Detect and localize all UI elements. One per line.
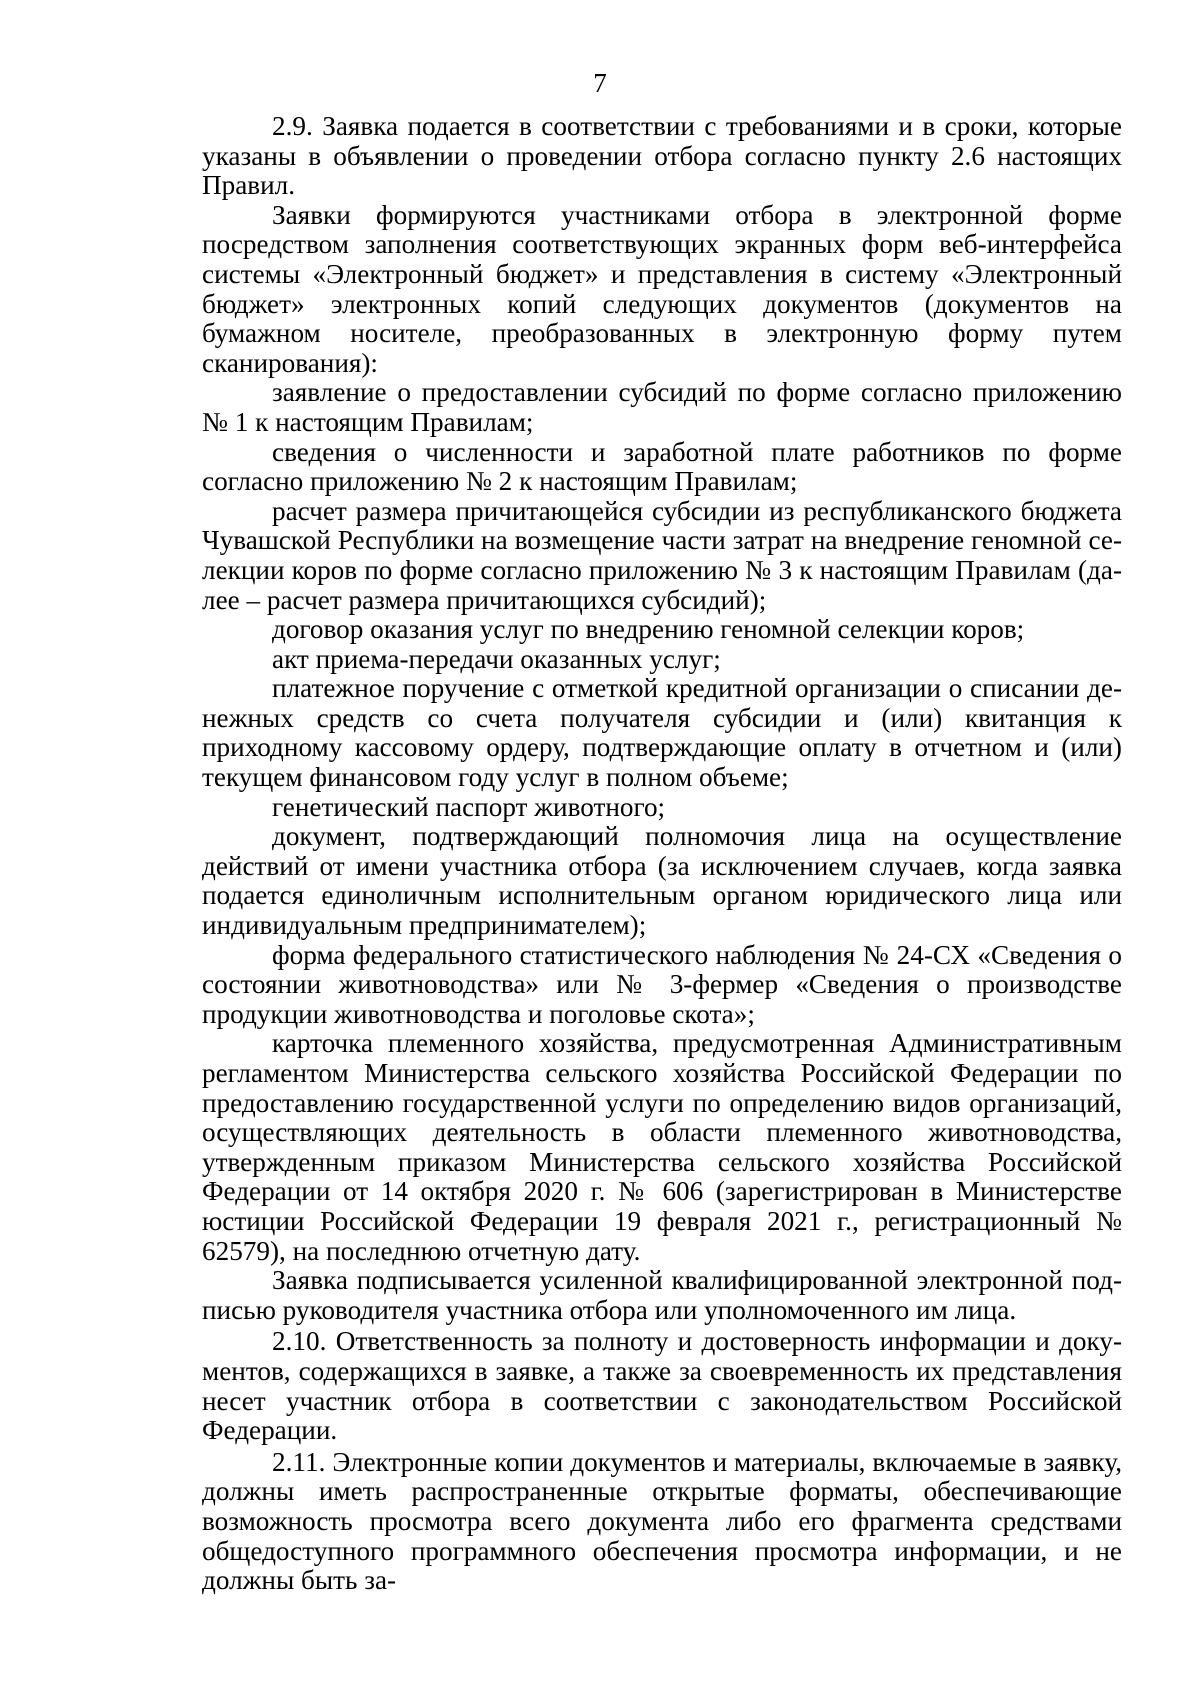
list-item-payment-order: платежное поручение с отметкой кредитной организации о списании денежных средств со счета получателя субсидии и (или) квитанция к приходному кассовому ордеру, подтверждающие оплату в отчетном и (или) текущем финансовом году услуг в полном объеме; [202, 673, 1122, 793]
paragraph-2-9: 2.9. Заявка подается в соответствии с требованиями и в сроки, которые указаны в объявлении о проведении отбора согласно пункту 2.6 настоящих Правил. [202, 111, 1122, 201]
paragraph-electronic-signature: Заявка подписывается усиленной квалифицированной электронной подписью руководителя участника отбора или уполномоченного им лица. [202, 1265, 1122, 1325]
page-number: 7 [593, 68, 607, 98]
list-item-breeding-farm-card: карточка племенного хозяйства, предусмотренная Административным регламентом Министерства сельского хозяйства Российской Федерации по предоставлению государственной услуги по определению видов организаций, осуществляющих деятельность в области племенного животноводства, утвержденным приказом Министерства сельского хозяйства Российской Федерации от 14 октября 2020 г. № 606 (зарегистрирован в Министерстве юстиции Российской Федерации 19 февраля 2021 г., регистрационный № 62579), на последнюю отчетную дату. [202, 1028, 1122, 1266]
document-body [202, 112, 1122, 1596]
paragraph-application-forming: Заявки формируются участниками отбора в электронной форме посредством заполнения соответствующих экранных форм веб-интерфейса системы «Электронный бюджет» и представления в систему «Электронный бюджет» электронных копий следующих документов (документов на бумажном носителе, преобразованных в электронную форму путем сканирования): [202, 199, 1122, 378]
list-item-subsidy-statement: заявление о предоставлении субсидий по форме согласно приложению № 1 к настоящим Правилам; [202, 377, 1122, 437]
list-item-statistical-form: форма федерального статистического наблюдения № 24-СХ «Сведения о состоянии животноводства» или № 3-фермер «Сведения о производстве продукции животноводства и поголовье скота»; [202, 939, 1122, 1029]
list-item-genetic-passport: генетический паспорт животного; [272, 791, 666, 822]
list-item-authority-document: документ, подтверждающий полномочия лица на осуществление действий от имени участника отбора (за исключением случаев, когда заявка подается единоличным исполнительным органом юридического лица или индивидуальным предпринимателем); [202, 821, 1122, 941]
list-item-subsidy-calculation: расчет размера причитающейся субсидии из республиканского бюджета Чувашской Республики на возмещение части затрат на внедрение геномной селекции коров по форме согласно приложению № 3 к настоящим Правилам (далее – расчет размера причитающихся субсидий); [202, 495, 1122, 615]
list-item-service-contract: договор оказания услуг по внедрению геномной селекции коров; [272, 614, 1025, 645]
list-item-staff-salary-info: сведения о численности и заработной плате работников по форме согласно приложению № 2 к настоящим Правилам; [202, 436, 1122, 497]
paragraph-2-10: 2.10. Ответственность за полноту и достоверность информации и документов, содержащихся в заявке, а также за своевременность их представления несет участник отбора в соответствии с законодательством Российской Федерации. [202, 1326, 1122, 1446]
paragraph-2-11: 2.11. Электронные копии документов и материалы, включаемые в заявку, должны иметь распространенные открытые форматы, обеспечивающие возможность просмотра всего документа либо его фрагмента средствами общедоступного программного обеспечения просмотра информации, и не должны быть за- [202, 1446, 1122, 1596]
list-item-acceptance-act: акт приема-передачи оказанных услуг; [272, 643, 721, 674]
